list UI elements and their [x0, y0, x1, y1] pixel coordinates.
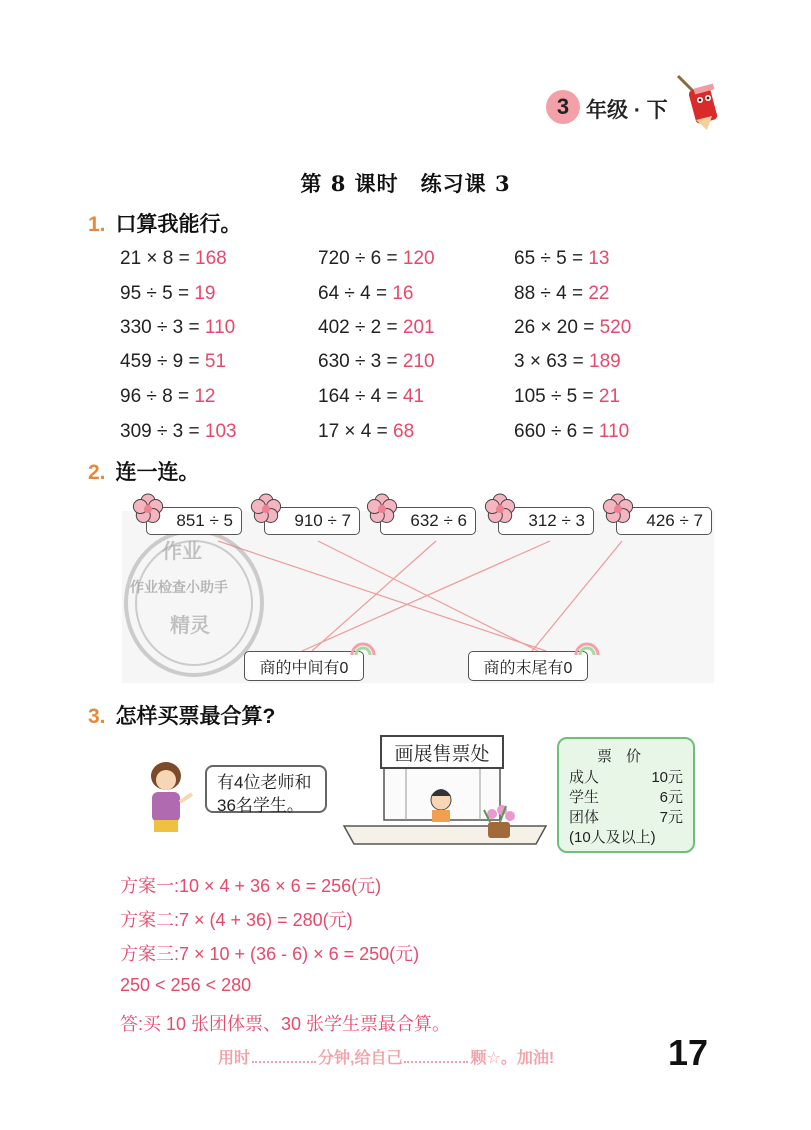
booth-sign: 画展售票处 [380, 735, 504, 769]
calc-answer: 12 [194, 386, 216, 407]
ticket-booth-illustration [340, 766, 550, 848]
calc-answer: 103 [204, 421, 237, 442]
grade-label: 年级 · 下 [586, 99, 668, 122]
section1-number: 1. [88, 213, 106, 236]
calc-answer: 210 [402, 351, 435, 372]
calc-item [514, 351, 621, 373]
price-row-group [569, 808, 683, 828]
solution-line-2: 方案二:7 × (4 + 36) = 280(元) [120, 910, 353, 930]
calc-item [120, 386, 215, 408]
price-label: 学生 [569, 789, 600, 806]
footer-note [218, 1045, 554, 1068]
price-label: 团体 [569, 809, 600, 826]
flower-icon [366, 493, 398, 525]
calc-question: 21 × 8 = [120, 248, 190, 269]
calc-question: 17 × 4 = [318, 421, 388, 442]
solution-line-4: 250 < 256 < 280 [120, 975, 252, 995]
flower-icon [132, 493, 164, 525]
calc-answer: 51 [204, 351, 227, 372]
solution-line-1: 方案一:10 × 4 + 36 × 6 = 256(元) [120, 876, 382, 896]
calc-answer: 22 [588, 283, 610, 304]
calc-answer: 110 [598, 421, 630, 442]
calc-question: 720 ÷ 6 = [318, 248, 398, 269]
calc-answer: 168 [195, 248, 227, 269]
section3-number: 3. [88, 705, 106, 728]
calc-answer: 68 [393, 421, 415, 442]
stamp-text-2: 作业检查小助手 [130, 579, 228, 595]
calc-item [514, 386, 620, 408]
calc-question: 88 ÷ 4 = [514, 283, 584, 304]
section3-title: 怎样买票最合算? [115, 705, 276, 728]
calc-answer: 13 [588, 248, 610, 269]
speech-line-1: 有4位老师和 [217, 773, 312, 792]
calc-item [120, 317, 235, 339]
calc-answer: 201 [402, 317, 435, 338]
calc-item [318, 248, 435, 270]
calc-item [120, 351, 226, 373]
calc-answer: 110 [204, 317, 236, 338]
stamp-text-3: 精灵 [170, 615, 210, 637]
price-board-note: (10人及以上) [569, 829, 656, 846]
calc-item [120, 283, 215, 305]
expression-box: 851 ÷ 5 [146, 507, 242, 535]
calc-question: 459 ÷ 9 = [120, 351, 200, 372]
lesson-title: 第 8 课时 练习课 3 [300, 171, 511, 196]
flower-icon [484, 493, 516, 525]
stars-blank[interactable] [404, 1061, 468, 1063]
calc-item [514, 317, 631, 339]
answer-line: 答:买 10 张团体票、30 张学生票最合算。 [120, 1014, 451, 1034]
calc-item [318, 386, 424, 408]
calc-item [318, 317, 435, 339]
calc-question: 65 ÷ 5 = [514, 248, 584, 269]
calc-question: 95 ÷ 5 = [120, 283, 190, 304]
calc-item [318, 283, 413, 305]
rainbow-icon [350, 639, 376, 657]
pencil-mascot-icon [676, 72, 730, 132]
expression-box: 910 ÷ 7 [264, 507, 360, 535]
footer-part-1: 用时 [218, 1050, 251, 1067]
calc-answer: 16 [392, 283, 414, 304]
minutes-blank[interactable] [252, 1061, 316, 1063]
speech-bubble [205, 765, 327, 813]
calc-item [120, 421, 237, 443]
calc-answer: 21 [598, 386, 621, 407]
expression-box: 632 ÷ 6 [380, 507, 476, 535]
calc-item [318, 351, 435, 373]
section3-heading [88, 700, 275, 730]
price-label: 成人 [569, 769, 600, 786]
footer-part-3: 颗☆。加油! [470, 1050, 555, 1067]
price-board [557, 737, 695, 853]
section1-title: 口算我能行。 [115, 213, 242, 236]
calc-item [514, 248, 609, 270]
section1-heading [88, 208, 242, 238]
calc-answer: 19 [194, 283, 216, 304]
price-value: 7元 [659, 809, 683, 826]
calc-item [318, 421, 414, 443]
calc-question: 64 ÷ 4 = [318, 283, 388, 304]
calc-question: 105 ÷ 5 = [514, 386, 594, 407]
calc-item [120, 248, 227, 270]
teacher-illustration-icon [140, 758, 196, 834]
calc-question: 309 ÷ 3 = [120, 421, 200, 442]
calc-question: 630 ÷ 3 = [318, 351, 398, 372]
expression-box: 426 ÷ 7 [616, 507, 712, 535]
footer-part-2: 分钟,给自己 [318, 1050, 403, 1067]
category-box-end-zero: 商的末尾有0 [468, 651, 588, 681]
calc-question: 96 ÷ 8 = [120, 386, 190, 407]
section2-title: 连一连。 [115, 461, 200, 484]
price-row-adult [569, 768, 683, 788]
section2-number: 2. [88, 461, 106, 484]
grade-badge: 3 [546, 90, 580, 124]
rainbow-icon [574, 639, 600, 657]
calc-answer: 120 [402, 248, 435, 269]
calc-answer: 520 [599, 317, 632, 338]
calc-answer: 41 [402, 386, 425, 407]
calc-question: 26 × 20 = [514, 317, 595, 338]
calc-item [514, 283, 609, 305]
calc-question: 330 ÷ 3 = [120, 317, 200, 338]
flower-icon [250, 493, 282, 525]
price-board-title: 票价 [596, 748, 655, 765]
flower-icon [602, 493, 634, 525]
stamp-text-1: 作业 [162, 541, 202, 563]
expression-box: 312 ÷ 3 [498, 507, 594, 535]
calc-question: 164 ÷ 4 = [318, 386, 398, 407]
page-number: 17 [668, 1032, 709, 1073]
speech-line-2: 36名学生。 [217, 796, 304, 815]
calc-question: 3 × 63 = [514, 351, 584, 372]
calc-item [514, 421, 629, 443]
calc-answer: 189 [589, 351, 621, 372]
category-box-middle-zero: 商的中间有0 [244, 651, 364, 681]
price-value: 10元 [651, 769, 683, 786]
price-row-student [569, 788, 683, 808]
calc-question: 660 ÷ 6 = [514, 421, 594, 442]
section2-heading [88, 456, 200, 486]
calc-question: 402 ÷ 2 = [318, 317, 398, 338]
matching-area [122, 493, 714, 683]
price-value: 6元 [659, 789, 683, 806]
solution-line-3: 方案三:7 × 10 + (36 - 6) × 6 = 250(元) [120, 944, 420, 964]
